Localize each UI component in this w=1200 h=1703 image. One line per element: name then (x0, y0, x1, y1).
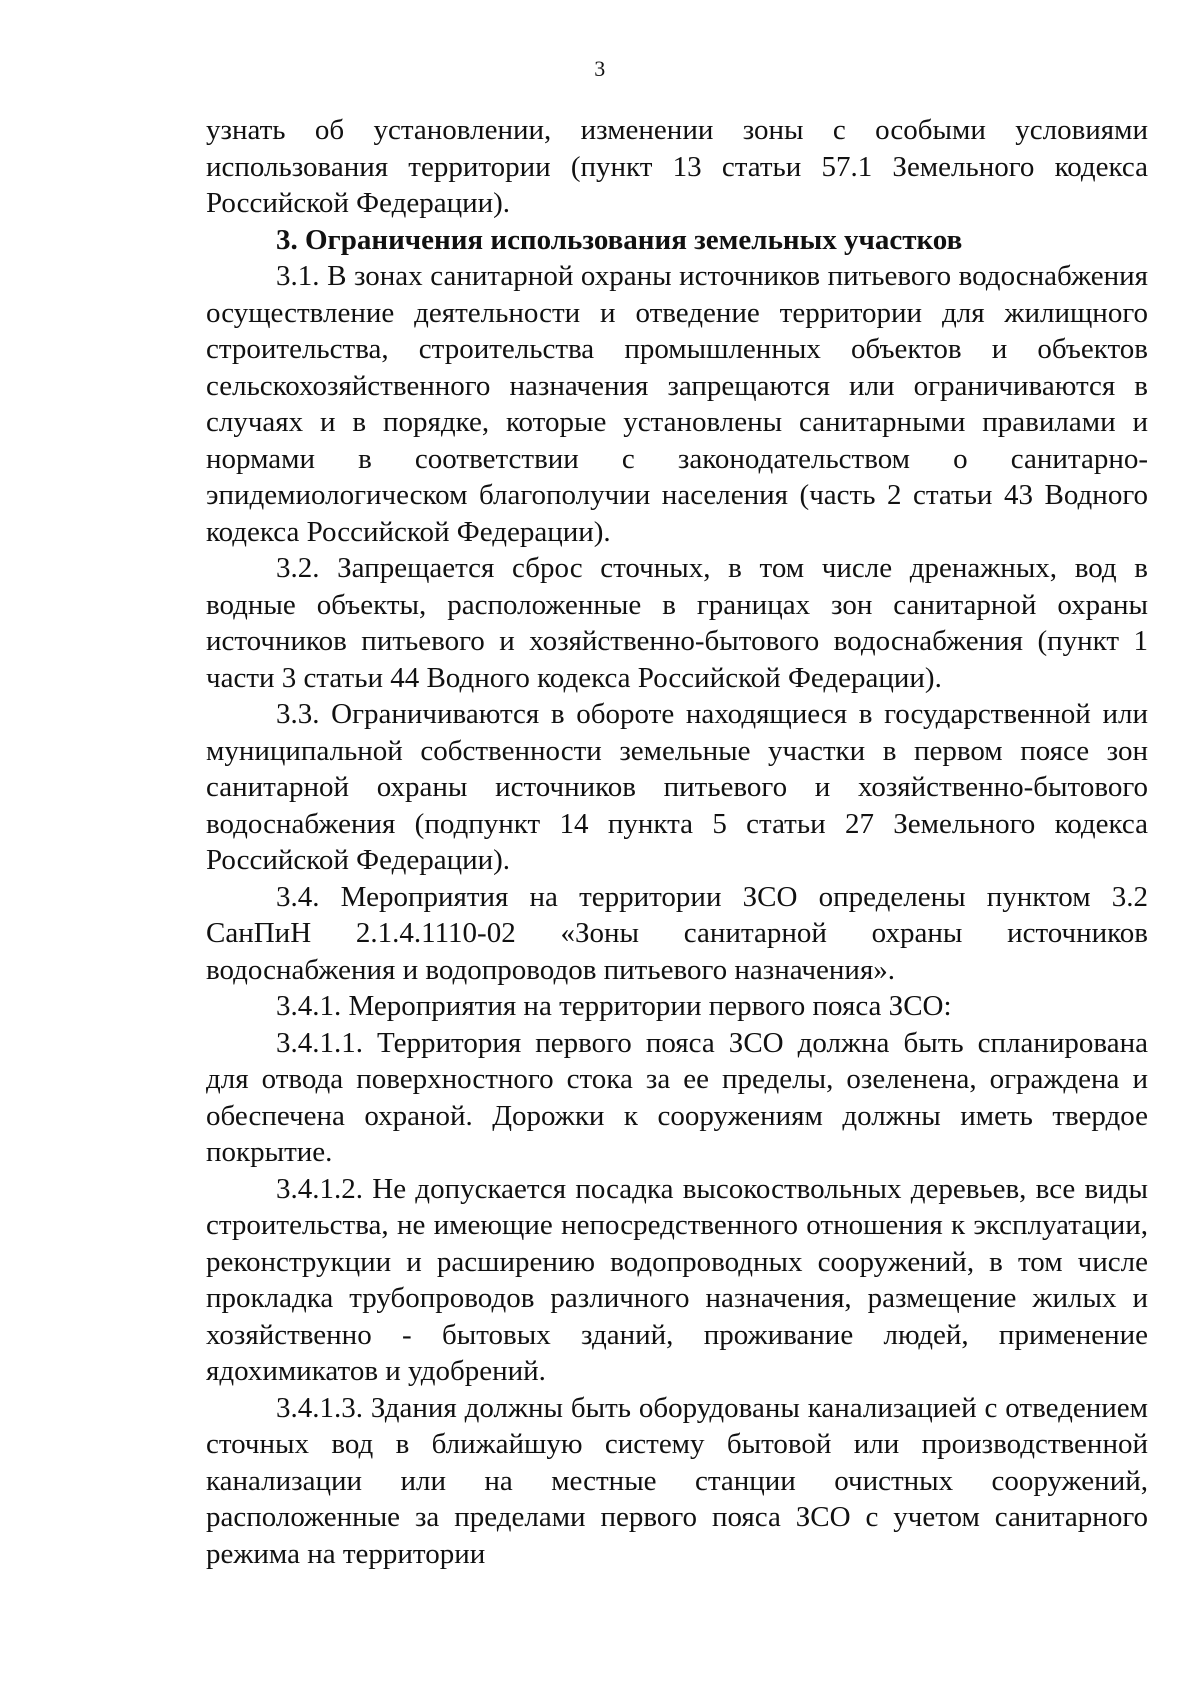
paragraph-3-4-1-2: 3.4.1.2. Не допускается посадка высокоствольных деревьев, все виды строительства, не имеющие непосредственного отношения к эксплуатации, реконструкции и расширению водопроводных сооружений, в том числе прокладка трубопроводов различного назначения, размещение жилых и хозяйственно - бытовых зданий, проживание людей, применение ядохимикатов и удобрений. (206, 1172, 1148, 1387)
paragraph-3-1: 3.1. В зонах санитарной охраны источников питьевого водоснабжения осуществление деятельности и отведение территории для жилищного строительства, строительства промышленных объектов и объектов сельскохозяйственного назначения запрещаются или ограничиваются в случаях и в порядке, которые установлены санитарными правилами и нормами в соответствии с законодательством о санитарно-эпидемиологическом благополучии населения (часть 2 статьи 43 Водного кодекса Российской Федерации). (206, 260, 1148, 548)
paragraph-3-4-1: 3.4.1. Мероприятия на территории первого пояса ЗСО: (276, 990, 952, 1022)
section-heading: 3. Ограничения использования земельных участков (276, 223, 963, 256)
paragraph-3-2: 3.2. Запрещается сброс сточных, в том числе дренажных, вод в водные объекты, расположенные в границах зон санитарной охраны источников питьевого и хозяйственно-бытового водоснабжения (пункт 1 части 3 статьи 44 Водного кодекса Российской Федерации). (206, 552, 1148, 694)
paragraph-3-3: 3.3. Ограничиваются в обороте находящиеся в государственной или муниципальной собственности земельные участки в первом поясе зон санитарной охраны источников питьевого и хозяйственно-бытового водоснабжения (подпункт 14 пункта 5 статьи 27 Земельного кодекса Российской Федерации). (206, 698, 1148, 876)
document-body (206, 112, 1148, 1572)
paragraph-3-4-1-3: 3.4.1.3. Здания должны быть оборудованы канализацией с отведением сточных вод в ближайшую систему бытовой или производственной канализации или на местные станции очистных сооружений, расположенные за пределами первого пояса ЗСО с учетом санитарного режима на территории (206, 1391, 1148, 1570)
paragraph-3-4: 3.4. Мероприятия на территории ЗСО определены пунктом 3.2 СанПиН 2.1.4.1110-02 «Зоны санитарной охраны источников водоснабжения и водопроводов питьевого назначения». (206, 880, 1148, 986)
page-number: 3 (594, 56, 606, 81)
paragraph-3-4-1-1: 3.4.1.1. Территория первого пояса ЗСО должна быть спланирована для отвода поверхностного стока за ее пределы, озеленена, ограждена и обеспечена охраной. Дорожки к сооружениям должны иметь твердое покрытие. (206, 1026, 1148, 1168)
paragraph-continuation: узнать об установлении, изменении зоны с особыми условиями использования территории (пункт 13 статьи 57.1 Земельного кодекса Российской Федерации). (206, 114, 1148, 219)
